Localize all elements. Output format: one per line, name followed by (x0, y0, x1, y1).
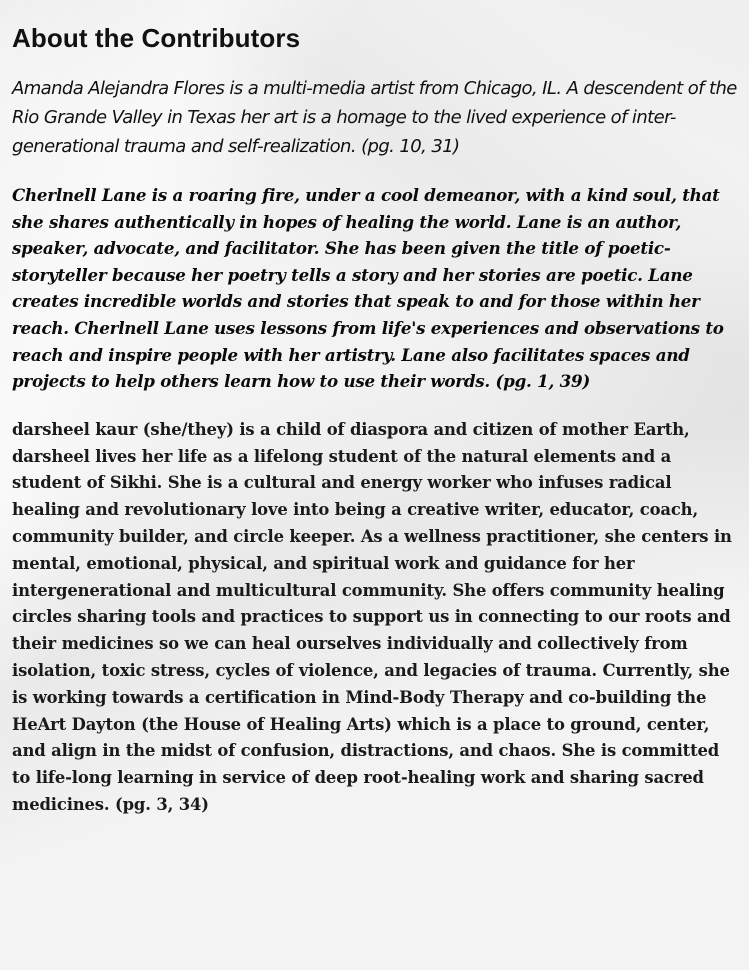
page-title: About the Contributors (12, 23, 301, 53)
contributor-bio-amanda-flores: Amanda Alejandra Flores is a multi-media artist from Chicago, IL. A descendent of the Rio Grande Valley in Texas her art is a homage to the lived experience of inter-generational trauma and self-realization. (pg. 10, 31) (12, 78, 737, 157)
contributor-bio-cherlnell-lane: Cherlnell Lane is a roaring fire, under a cool demeanor, with a kind soul, that she shares authentically in hopes of healing the world. Lane is an author, speaker, advocate, and facilitator. She has been given the title of poetic-storyteller because her poetry tells a story and her stories are poetic. Lane creates incredible worlds and stories that speak to and for those within her reach. Cherlnell Lane uses lessons from life's experiences and observations to reach and inspire people with her artistry. Lane also facilitates spaces and projects to help others learn how to use their words. (pg. 1, 39) (12, 185, 724, 392)
contributor-bio-darsheel-kaur: darsheel kaur (she/they) is a child of diaspora and citizen of mother Earth, darsheel lives her life as a lifelong student of the natural elements and a student of Sikhi. She is a cultural and energy worker who infuses radical healing and revolutionary love into being a creative writer, educator, coach, community builder, and circle keeper. As a wellness practitioner, she centers in mental, emotional, physical, and spiritual work and guidance for her intergenerational and multicultural community. She offers community healing circles sharing tools and practices to support us in connecting to our roots and their medicines so we can heal ourselves individually and collectively from isolation, toxic stress, cycles of violence, and legacies of trauma. Currently, she is working towards a certification in Mind-Body Therapy and co-building the HeArt Dayton (the House of Healing Arts) which is a place to ground, center, and align in the midst of confusion, distractions, and chaos. She is committed to life-long learning in service of deep root-healing work and sharing sacred medicines. (pg. 3, 34) (12, 419, 732, 814)
